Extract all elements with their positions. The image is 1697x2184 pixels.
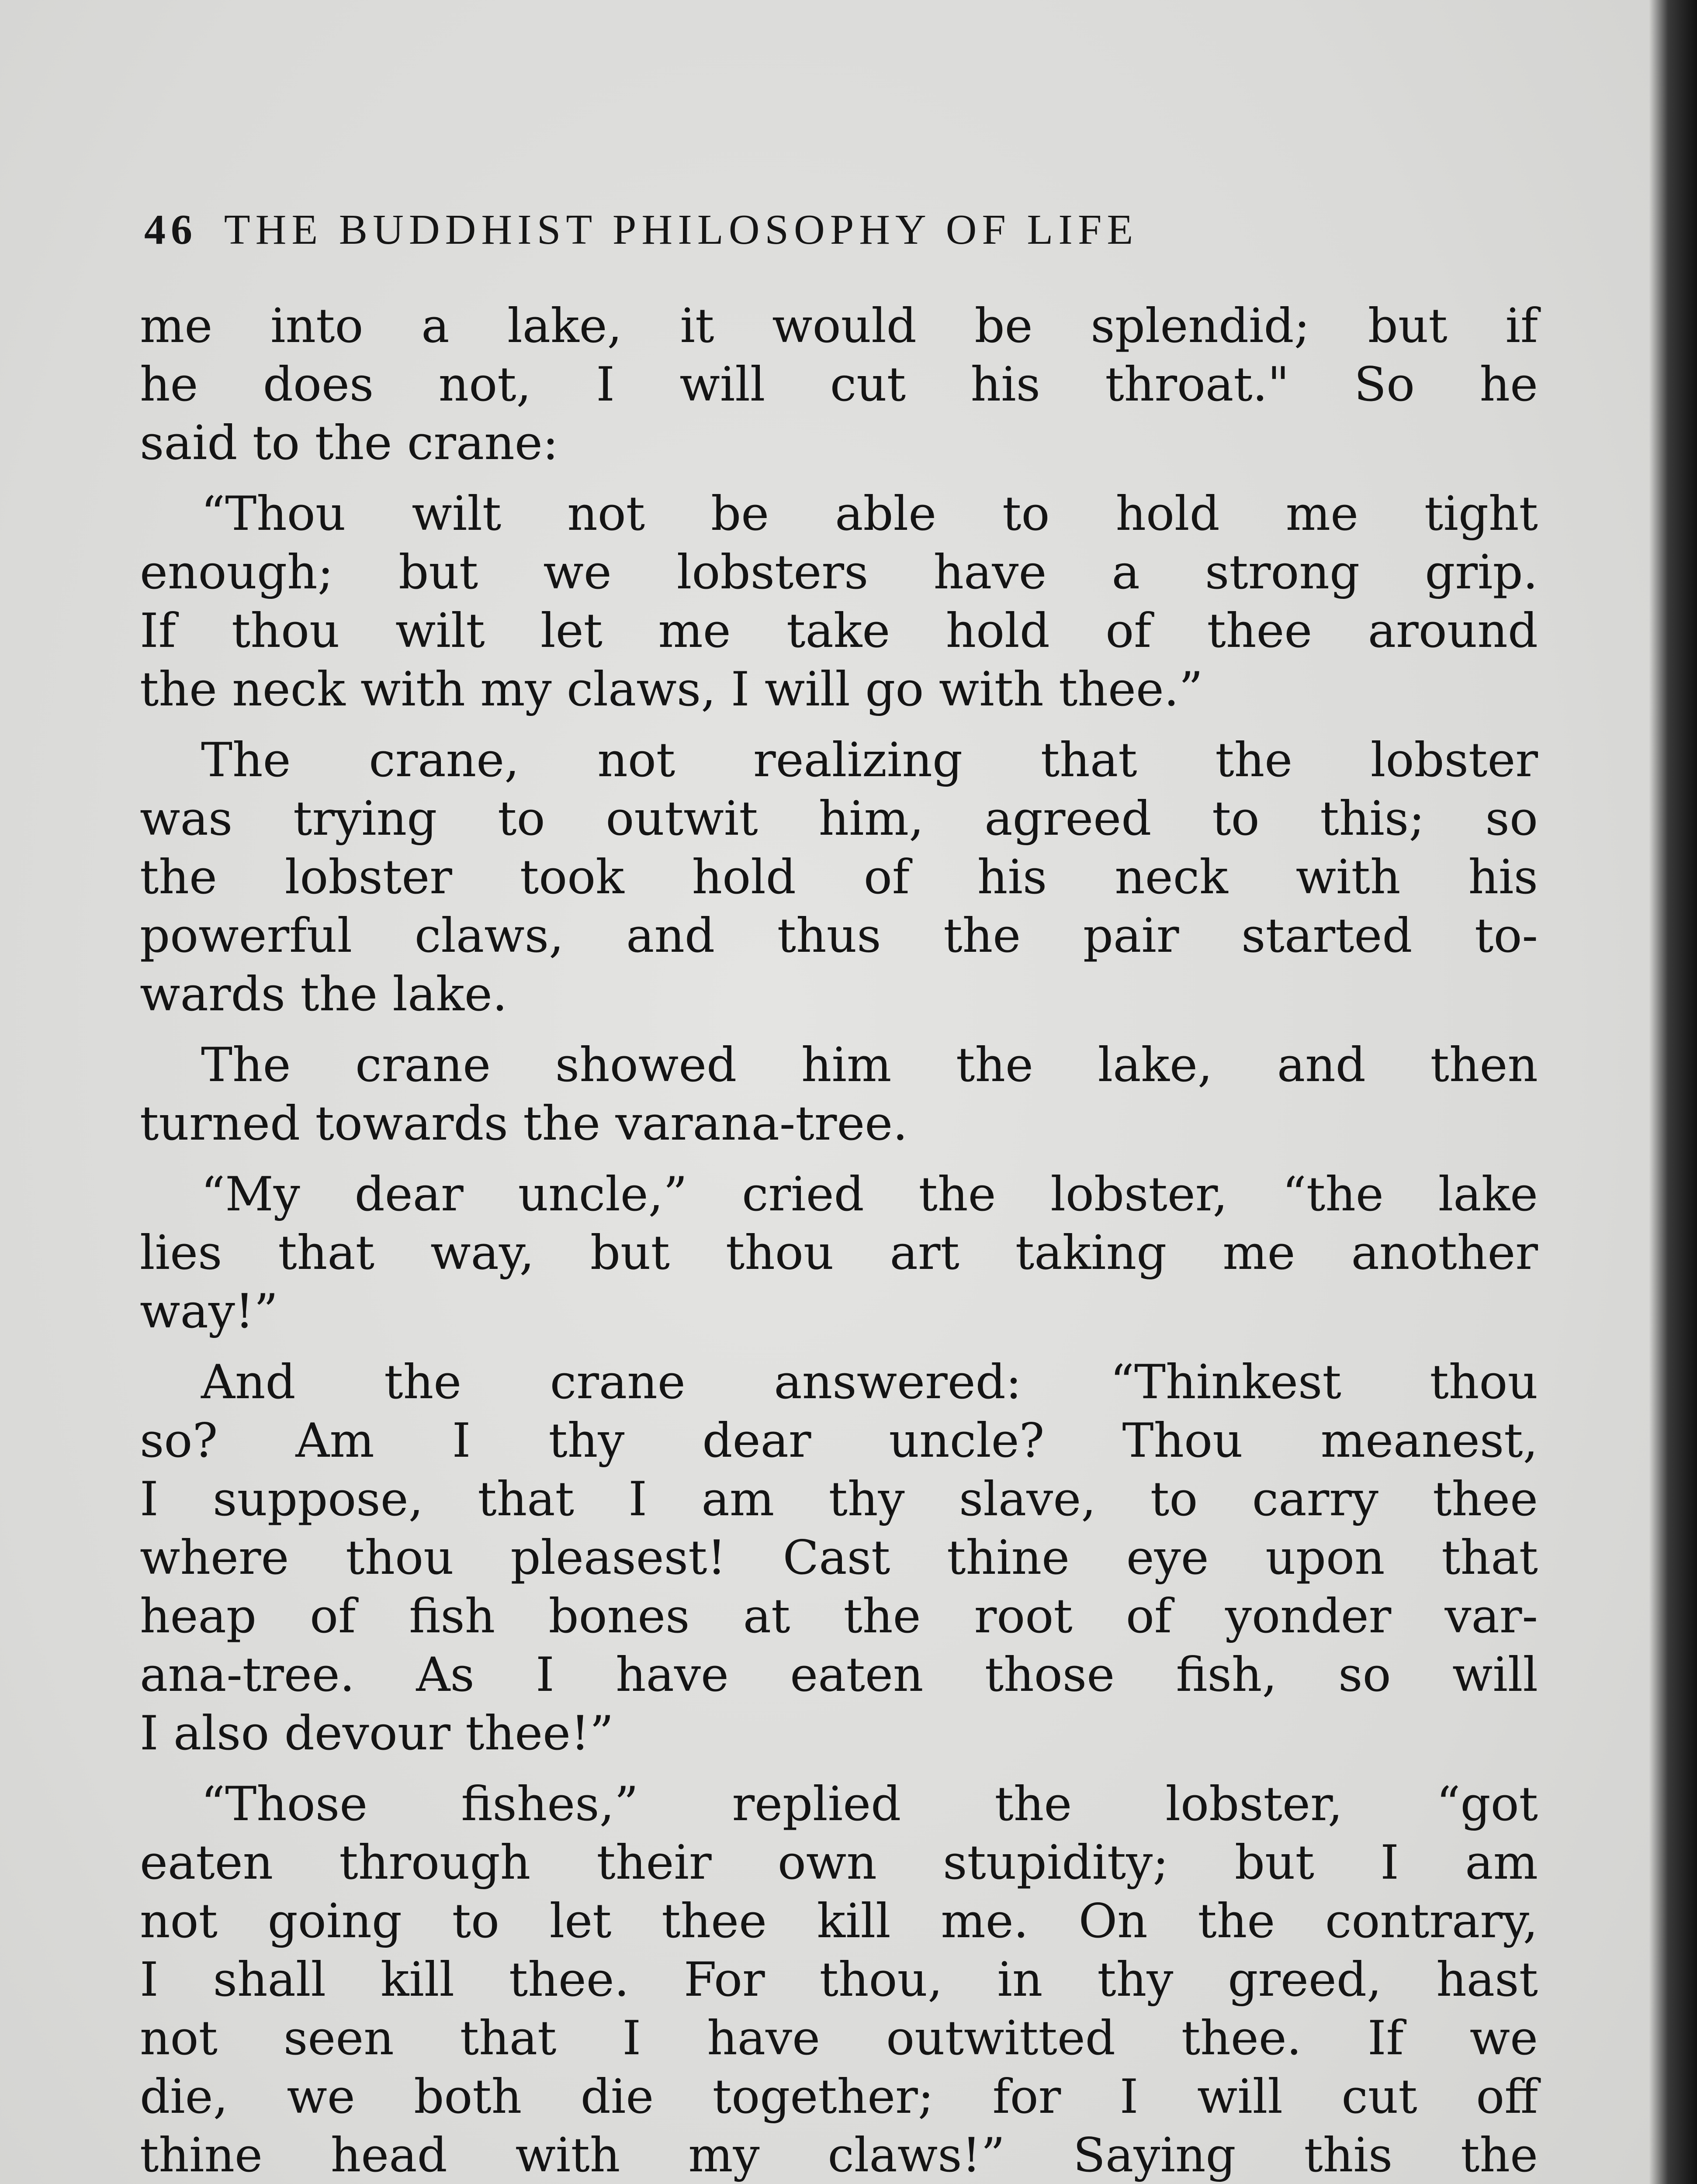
paragraph [140,731,1538,1024]
text-line: where thou pleasest! Cast thine eye upon that [140,1531,1538,1585]
text-line: way!” [140,1284,278,1339]
text-line: me into a lake, it would be splendid; but if [140,299,1538,353]
paragraph [140,1775,1538,2184]
paragraph [140,1165,1538,1341]
text-line: I also devour thee!” [140,1706,614,1761]
text-line: eaten through their own stupidity; but I am [140,1835,1538,1890]
text-line: enough; but we lobsters have a strong grip. [140,545,1538,600]
text-line: thine head with my claws!” Saying this the [140,2128,1538,2183]
text-line: If thou wilt let me take hold of thee around [140,604,1538,658]
text-line: lies that way, but thou art taking me another [140,1226,1538,1280]
page-edge-shadow [1649,0,1697,2184]
text-line: powerful claws, and thus the pair started to- [140,909,1538,963]
running-header [144,205,1455,254]
text-line: the lobster took hold of his neck with his [140,850,1538,905]
text-line: The crane, not realizing that the lobster [201,733,1538,788]
paragraph [140,297,1538,473]
text-line: die, we both die together; for I will cut off [140,2070,1538,2124]
paragraph [140,485,1538,719]
text-line: said to the crane: [140,416,559,470]
running-title: THE BUDDHIST PHILOSOPHY OF LIFE [224,206,1139,253]
body-text [140,297,1538,2184]
text-line: “Those fishes,” replied the lobster, “got [201,1777,1538,1832]
text-line: not seen that I have outwitted thee. If we [140,2011,1538,2066]
text-line: heap of fish bones at the root of yonder var- [140,1589,1538,1644]
text-line: I shall kill thee. For thou, in thy greed, hast [140,1952,1538,2007]
text-line: And the crane answered: “Thinkest thou [201,1355,1538,1410]
paragraph [140,1353,1538,1763]
text-line: so? Am I thy dear uncle? Thou meanest, [140,1413,1538,1468]
text-line: “My dear uncle,” cried the lobster, “the lake [201,1167,1538,1222]
text-line: I suppose, that I am thy slave, to carry thee [140,1472,1538,1527]
text-line: ana-tree. As I have eaten those fish, so will [140,1648,1538,1702]
paragraph [140,1036,1538,1153]
text-line: the neck with my claws, I will go with thee.” [140,662,1203,717]
text-line: was trying to outwit him, agreed to this; so [140,791,1538,846]
text-line: “Thou wilt not be able to hold me tight [201,487,1538,541]
text-line: not going to let thee kill me. On the contrary, [140,1894,1538,1949]
page-number: 46 [144,206,197,253]
text-line: The crane showed him the lake, and then [201,1038,1538,1092]
text-line: turned towards the varana-tree. [140,1096,908,1151]
text-line: he does not, I will cut his throat." So he [140,357,1538,412]
text-line: wards the lake. [140,967,508,1022]
